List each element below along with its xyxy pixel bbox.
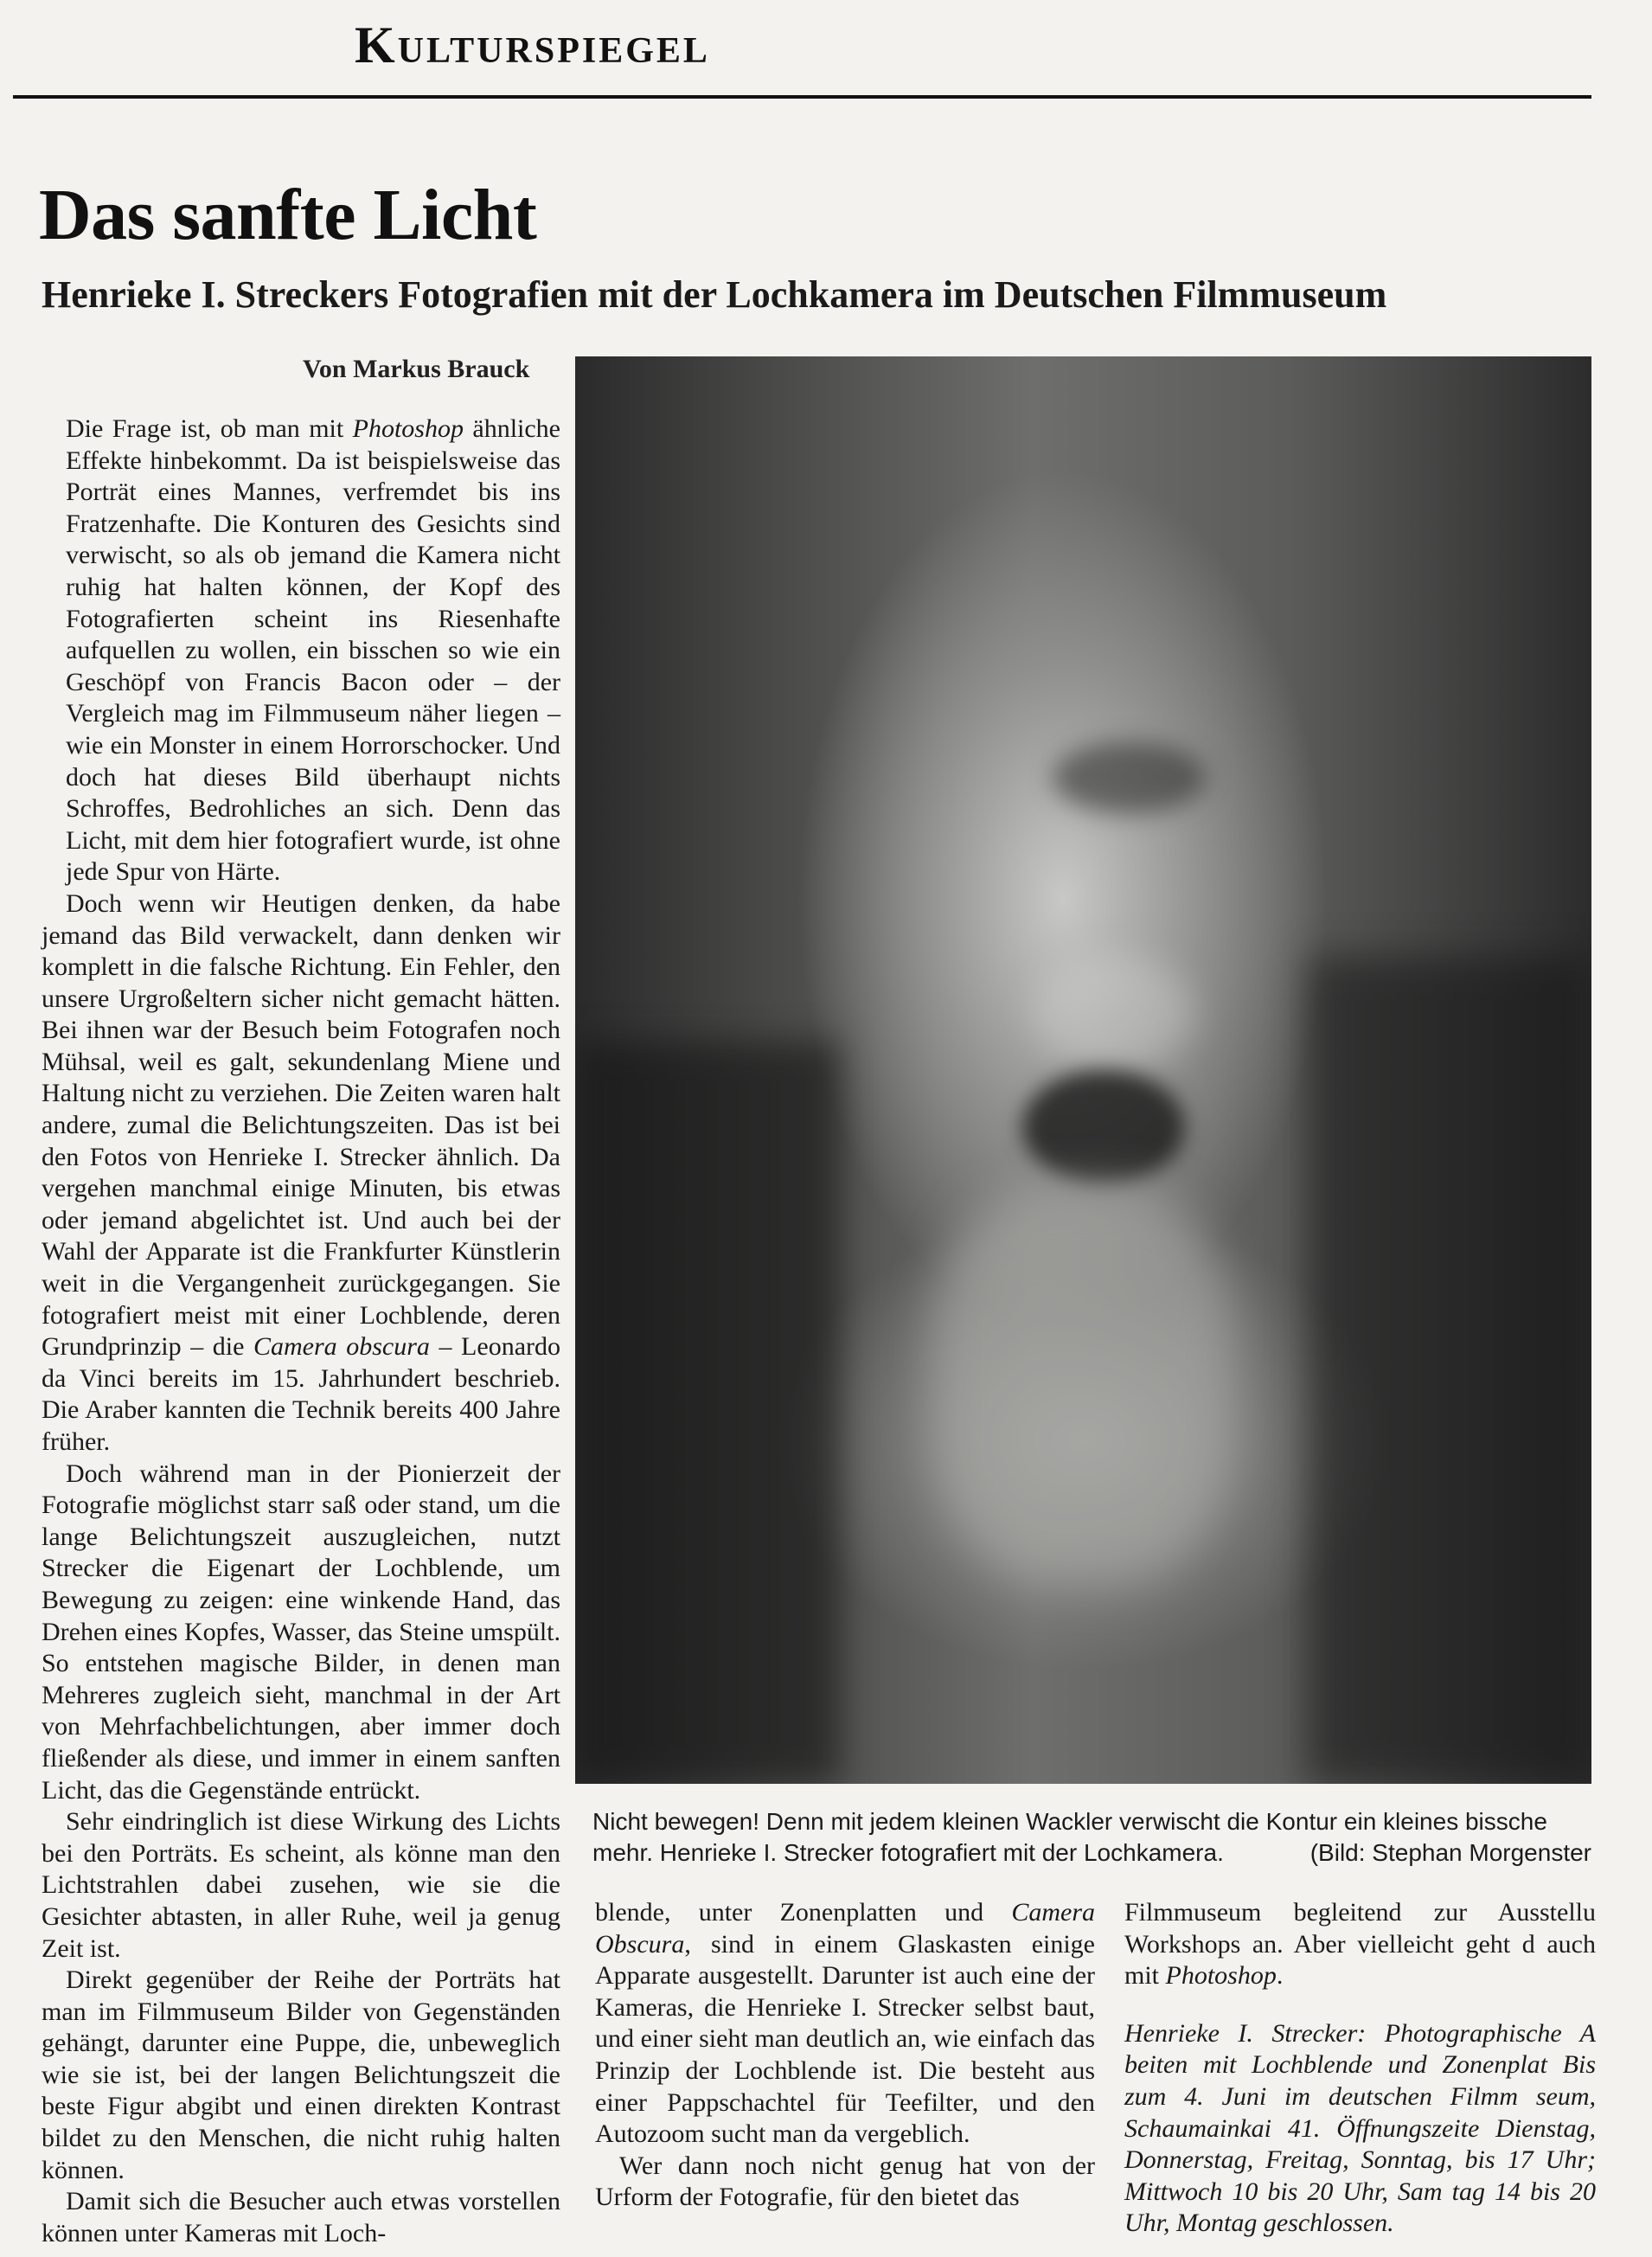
subheadline: Henrieke I. Streckers Fotografien mit der Lochkamera im Deutschen Filmmuseum (42, 273, 1387, 316)
emphasis: Camera Obscura (595, 1898, 1095, 1959)
text-run: – Leonardo da Vinci bereits im 15. Jahrhundert beschrieb. Die Araber kannten die Technik bereits 400 Jahre früher. (42, 1332, 560, 1456)
emphasis: Photoshop (1165, 1961, 1277, 1991)
text-run: Filmmuseum begleitend zur Ausstellu Workshops an. Aber vielleicht geht d auch mit (1124, 1898, 1596, 1991)
text-run: Die Frage ist, ob man mit (66, 414, 353, 443)
paragraph (42, 888, 560, 1459)
headline: Das sanfte Licht (39, 175, 537, 255)
caption-line-1: Nicht bewegen! Denn mit jedem kleinen Wackler verwischt die Kontur ein kleines bissche (592, 1808, 1547, 1835)
caption-line-2 (592, 1837, 1591, 1869)
photo-credit: (Bild: Stephan Morgenster (1309, 1839, 1591, 1866)
paragraph: Doch während man in der Pionierzeit der Fotografie möglichst starr saß oder stand, um die lange Belichtungszeit auszugleichen, nutzt Strecker die Eigenart der Lochblende, um Bewegung zu zeigen: eine winkende Hand, das Drehen eines Kopfes, Wasser, das Steine umspült. So entstehen magische Bilder, in denen man Mehreres zugleich sieht, manchmal in der Art von Mehrfachbelichtungen, aber immer doch fließender als diese, und immer in einem sanften Licht, das die Gegenstände entrückt. (42, 1459, 560, 1805)
byline: Von Markus Brauck (303, 355, 530, 383)
photo-lips-shape (1053, 742, 1205, 814)
paragraph: Sehr eindringlich ist diese Wirkung des Lichts bei den Porträts. Es scheint, als könne man den Lichtstrahlen dabei zusehen, wie sie die Gesichter abtasten, in aller Ruhe, weil ja genug Zeit ist. (42, 1807, 560, 1963)
paragraph (42, 414, 560, 888)
text-run: , sind in einem Glaskasten einige Apparate ausgestellt. Darunter ist auch eine der Kameras, die Henrieke I. Strecker selbst baut, und einer sieht man deutlich an, wie einfach das Prinzip der Lochblende ist. Die besteht aus einer Pappschachtel für Teefilter, und den Autozoom sucht man da vergeblich. (595, 1929, 1095, 2149)
paragraph: Damit sich die Besucher auch etwas vorstellen können unter Kameras mit Loch- (42, 2187, 560, 2247)
emphasis: Camera obscura (253, 1332, 430, 1362)
emphasis: Photoshop (352, 414, 464, 443)
photo-right-shoulder (1307, 956, 1591, 1784)
article-column-1 (42, 414, 560, 2249)
text-run: Doch wenn wir Heutigen denken, da habe jemand das Bild verwackelt, dann denken wir komplett in die falsche Richtung. Ein Fehler, den unsere Urgroßeltern sicher nicht gemacht hätten. Bei ihnen war der Besuch beim Fotografen noch Mühsal, weil es galt, sekundenlang Miene und Haltung nicht zu verziehen. Die Zeiten waren halt andere, zumal die Belichtungszeiten. Das ist bei den Fotos von Henrieke I. Strecker ähnlich. Da vergehen manchmal einige Minuten, bis etwas oder jemand abgelichtet ist. Und auch bei der Wahl der Apparate ist die Frankfurter Künstlerin weit in die Vergangenheit zurückgegangen. Sie fotografiert meist mit einer Lochblende, deren Grundprinzip – die (42, 888, 560, 1362)
paragraph (595, 1897, 1095, 2151)
paragraph (1124, 1897, 1596, 1992)
article-column-3 (1124, 1897, 1596, 2240)
pinhole-portrait-photo (575, 356, 1591, 1784)
paragraph: Wer dann noch nicht genug hat von der Urform der Fotografie, für den bietet das (595, 2151, 1095, 2212)
text-run: ähnliche Effekte hinbekommt. Da ist beispielsweise das Porträt eines Mannes, verfremdet bis ins Fratzenhafte. Die Konturen des Gesichts sind verwischt, so als ob jemand die Kamera nicht ruhig hat halten können, der Kopf des Fotografierten scheint ins Riesenhafte aufquellen zu wollen, ein bisschen so wie ein Geschöpf von Francis Bacon oder – der Vergleich mag im Filmmuseum näher liegen – wie ein Monster in einem Horrorschocker. Und doch hat dieses Bild überhaupt nichts Schroffes, Bedrohliches an sich. Denn das Licht, mit dem hier fotografiert wurde, ist ohne jede Spur von Härte. (66, 414, 561, 887)
text-run: blende, unter Zonenplatten und (595, 1898, 1012, 1927)
article-column-2 (595, 1897, 1095, 2214)
caption-text: mehr. Henrieke I. Strecker fotografiert mit der Lochkamera. (592, 1839, 1224, 1866)
paragraph: Direkt gegenüber der Reihe der Porträts hat man im Filmmuseum Bilder von Gegenständen gehängt, darunter eine Puppe, die, unbeweglich wie sie ist, bei der langen Belichtungszeit die beste Figur abgibt und einen direkten Kontrast bildet zu den Menschen, die nicht ruhig halten können. (42, 1965, 560, 2184)
header-rule (13, 95, 1591, 99)
text-run: . (1276, 1961, 1284, 1991)
photo-chin-shadow (1022, 1070, 1185, 1184)
photo-neck-shape (931, 1184, 1236, 1584)
photo-chin-shape (1033, 956, 1195, 1070)
photo-caption (592, 1806, 1591, 1869)
photo-left-shoulder (575, 1042, 840, 1784)
section-title: Kulturspiegel (355, 16, 710, 74)
exhibition-info: Henrieke I. Strecker: Photographische A beiten mit Lochblende und Zonenplat Bis zum 4. Juni im deutschen Filmm seum, Schaumainkai 41. Öffnungszeite Dienstag, Donnerstag, Freitag, Sonntag, bis 17 Uhr; Mittwoch 10 bis 20 Uhr, Sam tag 14 bis 20 Uhr, Montag geschlossen. (1124, 2018, 1596, 2238)
